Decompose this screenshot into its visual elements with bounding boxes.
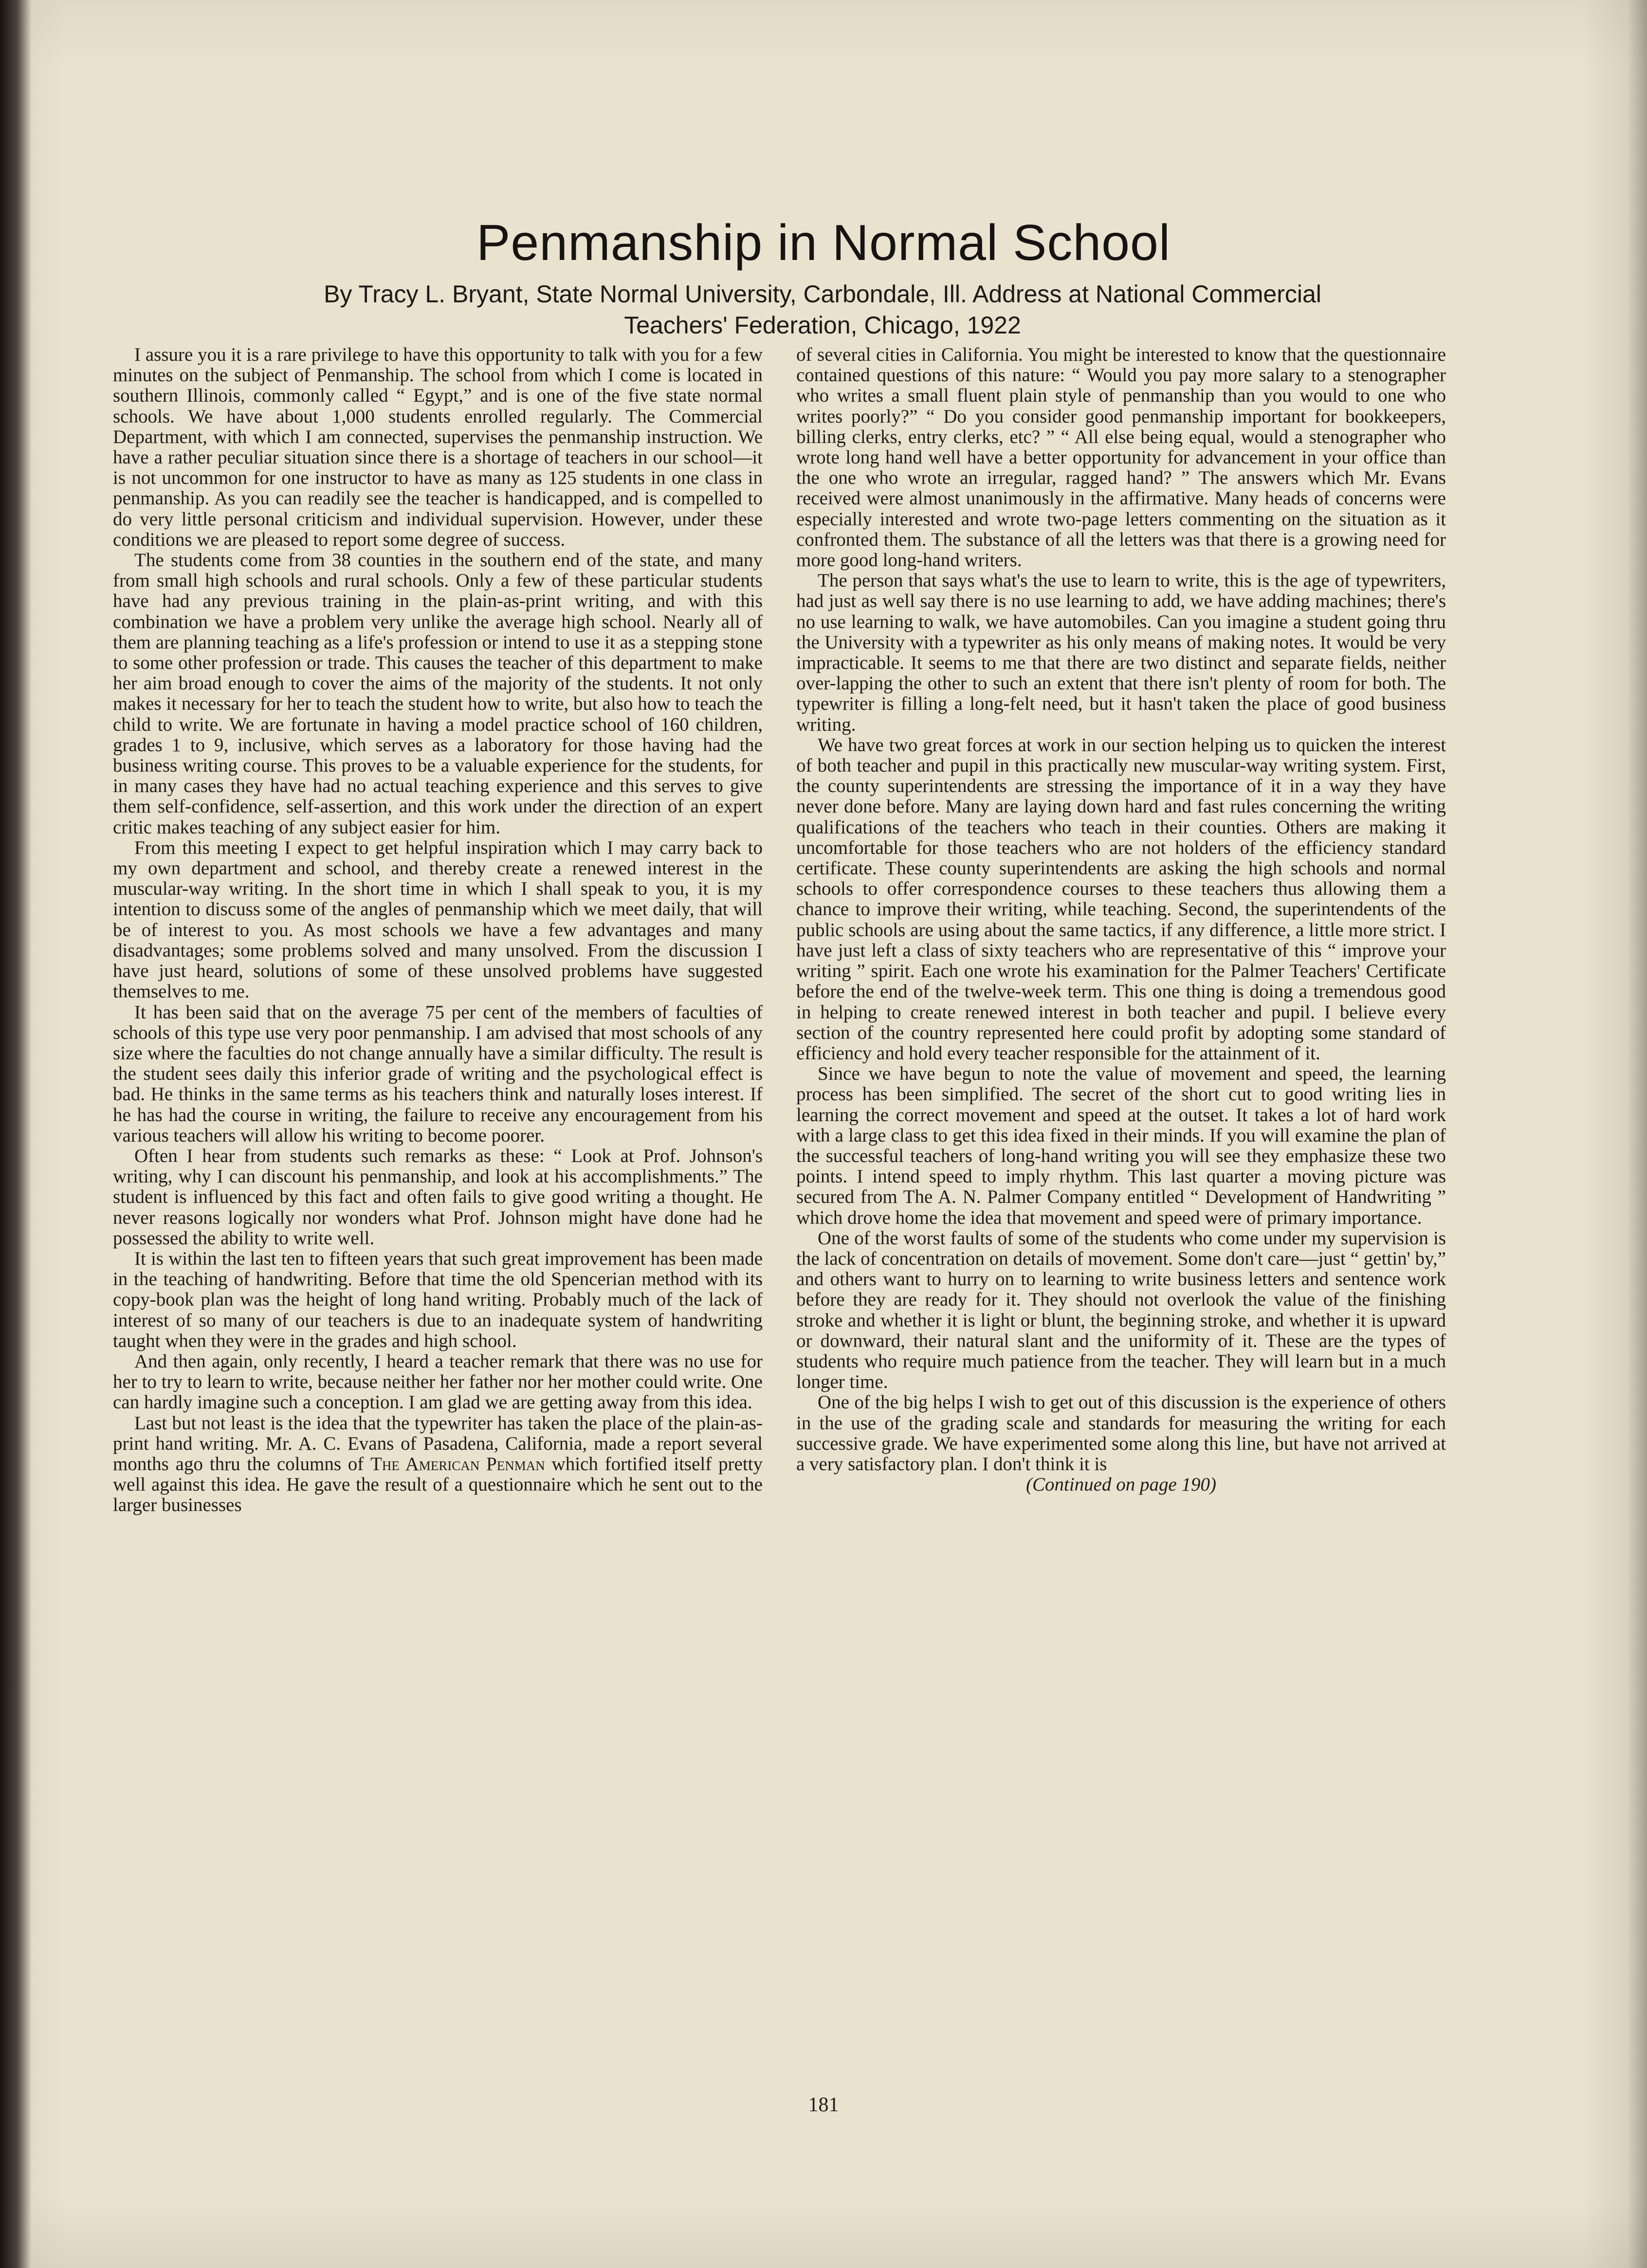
right-column <box>796 345 1446 1495</box>
paragraph: It is within the last ten to fifteen years that such great improvement has been made in the teaching of handwriting. Before that time the old Spencerian method with its copy-book plan was the height of long hand writing. Probably much of the lack of interest of so many of our teachers is due to an inadequate system of handwriting taught when they were in the grades and high school. <box>113 1248 763 1351</box>
article-byline <box>204 278 1441 341</box>
paragraph: One of the worst faults of some of the students who come under my supervision is the lack of concentration on details of movement. Some don't care—just “ gettin' by,” and others want to hurry on to learning to write business letters and sentence work before they are ready for it. They should not overlook the value of the finishing stroke and whether it is light or blunt, the beginning stroke, and whether it is upward or downward, their natural slant and the uniformity of it. These are the types of students who require much patience from the teacher. They will learn but in a much longer time. <box>796 1227 1446 1393</box>
paragraph: Since we have begun to note the value of movement and speed, the learning process has been simplified. The secret of the short cut to good writing lies in learning the correct movement and speed at the outset. It takes a lot of hard work with a large class to get this idea fixed in their minds. If you will examine the plan of the successful teachers of long-hand writing you will see they emphasize these two points. I intend speed to imply rhythm. This last quarter a moving picture was secured from The A. N. Palmer Company entitled “ Development of Handwriting ” which drove home the idea that movement and speed were of primary importance. <box>796 1063 1446 1228</box>
paragraph: One of the big helps I wish to get out of this discussion is the experience of others in the use of the grading scale and standards for measuring the writing for each successive grade. We have experimented some along this line, but have not arrived at a very satisfactory plan. I don't think it is <box>796 1392 1446 1475</box>
magazine-name: The American Penman <box>370 1453 545 1475</box>
paragraph: Often I hear from students such remarks as these: “ Look at Prof. Johnson's writing, why I can discount his penmanship, and look at his accomplishments.” The student is influenced by this fact and often fails to give good writing a thought. He never reasons logically nor wonders what Prof. Johnson might have done had he possessed the ability to write well. <box>113 1145 763 1249</box>
paragraph: The person that says what's the use to learn to write, this is the age of typewriters, had just as well say there is no use learning to add, we have adding machines; there's no use learning to walk, we have automobiles. Can you imagine a student going thru the University with a typewriter as his only means of making notes. It would be very impracticable. It seems to me that there are two distinct and separate fields, neither over-lapping the other to such an extent that there isn't plenty of room for both. The typewriter is filling a long-felt need, but it hasn't taken the place of good business writing. <box>796 570 1446 735</box>
book-spine-shadow <box>0 0 31 2268</box>
paragraph: It has been said that on the average 75 per cent of the members of faculties of schools of this type use very poor penmanship. I am advised that most schools of any size where the faculties do not change annually have a similar difficulty. The result is the student sees daily this inferior grade of writing and the psychological effect is bad. He thinks in the same terms as his teachers think and naturally loses interest. If he has had the course in writing, the failure to receive any encouragement from his various teachers will allow his writing to become poorer. <box>113 1001 763 1146</box>
paragraph: of several cities in California. You might be interested to know that the questionnaire contained questions of this nature: “ Would you pay more salary to a stenographer who writes a small fluent plain style of penmanship than you would to one who writes poorly?” “ Do you consider good penmanship important for bookkeepers, billing clerks, entry clerks, etc? ” “ All else being equal, would a stenographer who wrote long hand well have a better opportunity for advancement in your office than the one who wrote an irregular, ragged hand? ” The answers which Mr. Evans received were almost unanimously in the affirmative. Many heads of concerns were especially interested and wrote two-page letters commenting on the situation as it confronted them. The substance of all the letters was that there is a growing need for more good long-hand writers. <box>796 344 1446 571</box>
paragraph <box>113 1413 763 1516</box>
paragraph: I assure you it is a rare privilege to have this opportunity to talk with you for a few minutes on the subject of Penmanship. The school from which I come is located in southern Illinois, commonly called “ Egypt,” and is one of the five state normal schools. We have about 1,000 students enrolled regularly. The Commercial Department, with which I am connected, supervises the penmanship instruction. We have a rather peculiar situation since there is a shortage of teachers in our school—it is not uncommon for one instructor to have as many as 125 students in one class in penmanship. As you can readily see the teacher is handicapped, and is compelled to do very little personal criticism and individual supervision. However, under these conditions we are pleased to report some degree of success. <box>113 344 763 550</box>
paragraph: From this meeting I expect to get helpful inspiration which I may carry back to my own department and school, and thereby create a renewed interest in the muscular-way writing. In the short time in which I shall speak to you, it is my intention to discuss some of the angles of penmanship which we meet daily, that will be of interest to you. As most schools we have a few advantages and many disadvantages; some problems solved and many unsolved. From the discussion I have just heard, solutions of some of these unsolved problems have suggested themselves to me. <box>113 837 763 1002</box>
page-number: 181 <box>808 2094 839 2116</box>
byline-line-1: By Tracy L. Bryant, State Normal University, Carbondale, Ill. Address at National Commercial <box>324 280 1321 308</box>
continued-note: (Continued on page 190) <box>1025 1474 1217 1495</box>
page-edge-shadow <box>1628 0 1647 2268</box>
left-column <box>113 345 763 1516</box>
paragraph: And then again, only recently, I heard a teacher remark that there was no use for her to try to learn to write, because neither her father nor her mother could write. One can hardly imagine such a conception. I am glad we are getting away from this idea. <box>113 1350 763 1413</box>
paragraph: The students come from 38 counties in the southern end of the state, and many from small high schools and rural schools. Only a few of these particular students have had any previous training in the plain-as-print writing, and with this combination we have a problem very unlike the average high school. Nearly all of them are planning teaching as a life's profession or intend to use it as a stepping stone to some other profession or trade. This causes the teacher of this department to make her aim broad enough to cover the aims of the majority of the students. It not only makes it necessary for her to teach the student how to write, but also how to teach the child to write. We are fortunate in having a model practice school of 160 children, grades 1 to 9, inclusive, which serves as a laboratory for those having had the business writing course. This proves to be a valuable experience for the students, for in many cases they have had no actual teaching experience and this serves to give them self-confidence, self-assertion, and this work under the direction of an expert critic makes teaching of any subject easier for him. <box>113 550 763 838</box>
article-title: Penmanship in Normal School <box>476 215 1171 271</box>
byline-line-2: Teachers' Federation, Chicago, 1922 <box>624 312 1021 339</box>
paragraph-text: Last but not least is the idea that the typewriter has taken the place of the plain-as-print hand writing. Mr. A. C. Evans of Pasadena, California, made a report several months ago thru the columns of <box>113 1412 763 1475</box>
paragraph-text: which fortified itself pretty well against this idea. He gave the result of a questionnaire which he sent out to the larger businesses <box>113 1453 763 1516</box>
paragraph: We have two great forces at work in our section helping us to quicken the interest of both teacher and pupil in this practically new muscular-way writing system. First, the county superintendents are stressing the importance of it in a way they have never done before. Many are laying down hard and fast rules concerning the writing qualifications of the teachers who teach in their counties. Others are making it uncomfortable for those teachers who are not holders of the efficiency standard certificate. These county superintendents are asking the high schools and normal schools to offer correspondence courses to these teachers thus allowing them a chance to improve their writing, while teaching. Second, the superintendents of the public schools are using about the same tactics, if any difference, a little more strict. I have just left a class of sixty teachers who are representative of this “ improve your writing ” spirit. Each one wrote his examination for the Palmer Teachers' Certificate before the end of the twelve-week term. This one thing is doing a tremendous good in helping to create renewed interest in both teacher and pupil. I believe every section of the country represented here could profit by adopting some standard of efficiency and hold every teacher responsible for the attainment of it. <box>796 734 1446 1064</box>
